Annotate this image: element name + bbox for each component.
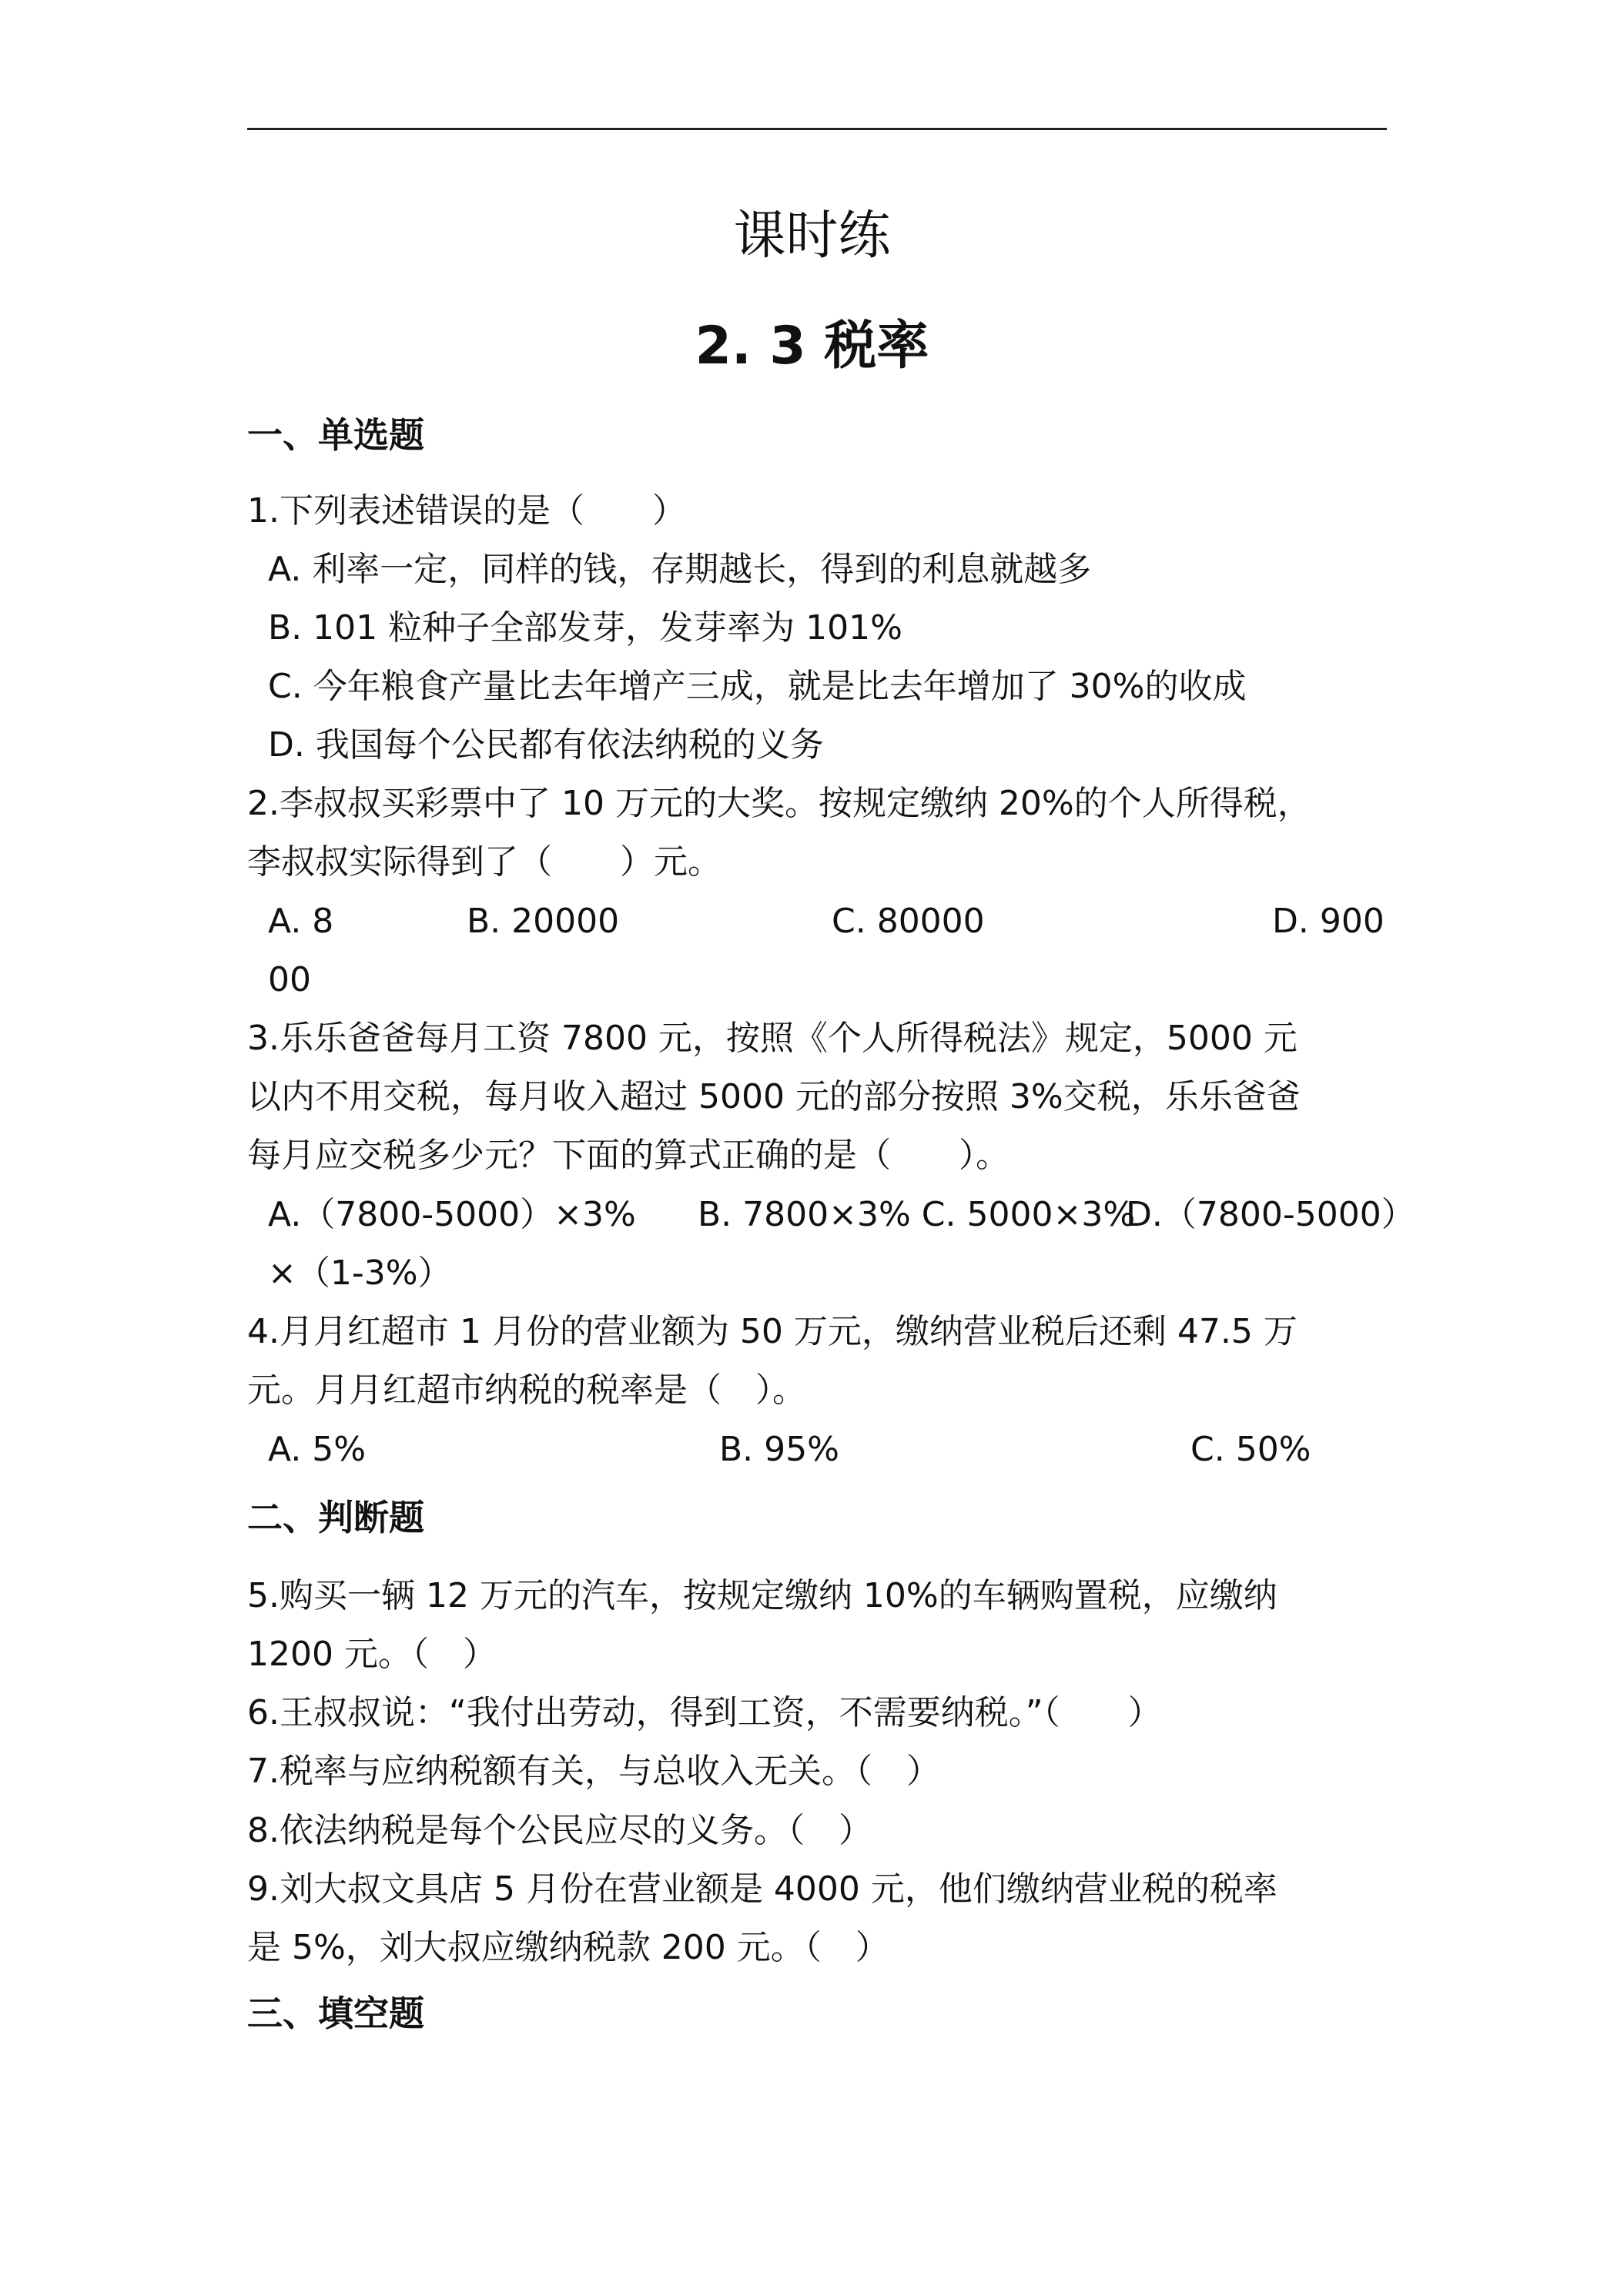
q2-option-d: D. 900 <box>1272 902 1385 941</box>
q1-option-b: B. 101 粒种子全部发芽，发芽率为 101% <box>268 608 902 648</box>
q2-option-d-wrap: 00 <box>268 960 311 999</box>
q3-option-a: A.（7800-5000）×3% <box>268 1195 636 1234</box>
q3-option-d: D.（7800-5000） <box>1126 1195 1415 1234</box>
q3-line3: 每月应交税多少元？下面的算式正确的是（ ）。 <box>247 1136 1010 1175</box>
section-true-false: 二、判断题 <box>247 1497 424 1538</box>
q7: 7.税率与应纳税额有关，与总收入无关。（ ） <box>247 1752 940 1791</box>
q3-option-d-wrap: ×（1-3%） <box>268 1253 452 1293</box>
q5-line2: 1200 元。（ ） <box>247 1635 497 1674</box>
q9-line1: 9.刘大叔文具店 5 月份在营业额是 4000 元，他们缴纳营业税的税率 <box>247 1869 1277 1909</box>
section-single-choice: 一、单选题 <box>247 414 424 456</box>
q3-line1: 3.乐乐爸爸每月工资 7800 元，按照《个人所得税法》规定，5000 元 <box>247 1019 1298 1058</box>
q3-line2: 以内不用交税，每月收入超过 5000 元的部分按照 3%交税，乐乐爸爸 <box>247 1077 1301 1116</box>
page-title: 课时练 <box>733 206 891 266</box>
q8: 8.依法纳税是每个公民应尽的义务。（ ） <box>247 1811 872 1850</box>
section-fill-in: 三、填空题 <box>247 1993 424 2034</box>
q9-line2: 是 5%，刘大叔应缴纳税款 200 元。（ ） <box>247 1928 889 1967</box>
q2-option-b: B. 20000 <box>467 902 620 941</box>
q5-line1: 5.购买一辆 12 万元的汽车，按规定缴纳 10%的车辆购置税，应缴纳 <box>247 1576 1277 1615</box>
q4-option-a: A. 5% <box>268 1430 367 1469</box>
q2-option-a: A. 8 <box>268 902 334 941</box>
q1-stem: 1.下列表述错误的是（ ） <box>247 491 686 530</box>
q1-option-d: D. 我国每个公民都有依法纳税的义务 <box>268 725 824 765</box>
q2-line1: 2.李叔叔买彩票中了 10 万元的大奖。按规定缴纳 20%的个人所得税， <box>247 784 1311 823</box>
q6: 6.王叔叔说：“我付出劳动，得到工资，不需要纳税。”（ ） <box>247 1693 1162 1732</box>
q4-line1: 4.月月红超市 1 月份的营业额为 50 万元，缴纳营业税后还剩 47.5 万 <box>247 1312 1298 1351</box>
q4-line2: 元。月月红超市纳税的税率是（ ）。 <box>247 1371 806 1410</box>
q1-option-a: A. 利率一定，同样的钱，存期越长，得到的利息就越多 <box>268 550 1092 589</box>
q2-line2: 李叔叔实际得到了（ ）元。 <box>247 842 722 882</box>
q4-option-c: C. 50% <box>1190 1430 1311 1469</box>
page-subtitle: 2. 3 税率 <box>695 316 929 377</box>
q1-option-c: C. 今年粮食产量比去年增产三成，就是比去年增加了 30%的收成 <box>268 667 1247 706</box>
q3-option-bc: B. 7800×3% C. 5000×3% <box>698 1195 1136 1234</box>
q4-option-b: B. 95% <box>719 1430 839 1469</box>
q2-option-c: C. 80000 <box>832 902 985 941</box>
header-rule <box>247 128 1387 130</box>
